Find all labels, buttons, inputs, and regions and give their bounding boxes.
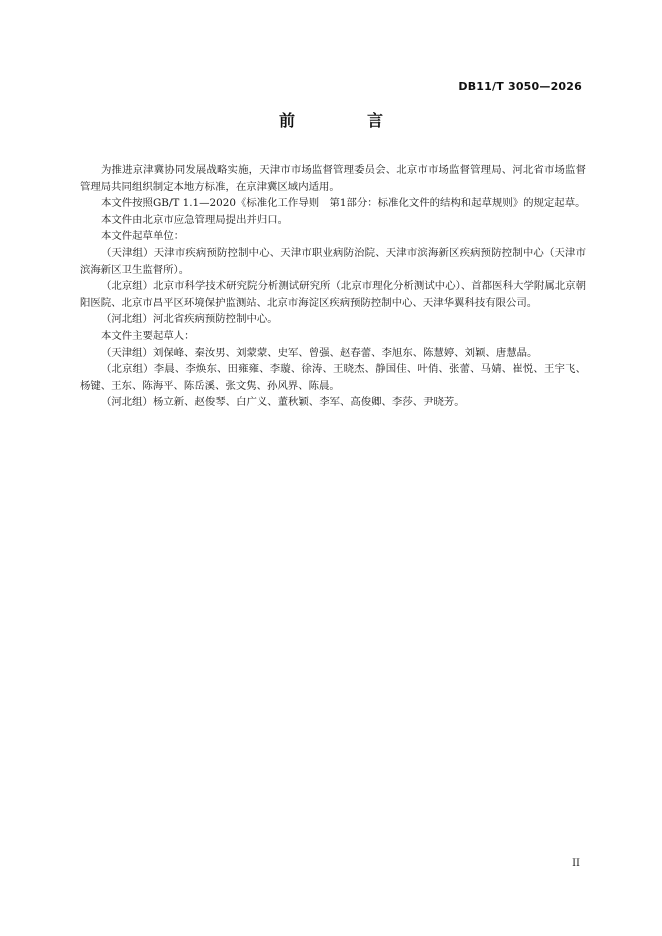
- paragraph-drafters-tianjin: （天津组）刘保峰、秦汝男、刘蒙蒙、史军、曾强、赵春蕾、李旭东、陈慧婷、刘颖、唐慧晶。: [101, 346, 538, 359]
- paragraph-purpose: 为推进京津冀协同发展战略实施，天津市市场监督管理委员会、北京市市场监督管理局、河北省市场监督管理局共同组织制定本地方标准，在京津冀区域内适用。: [80, 164, 586, 193]
- paragraph-drafters-heading: 本文件主要起草人：: [101, 329, 195, 342]
- paragraph-drafters-hebei: （河北组）杨立新、赵俊琴、白广义、董秋颖、李军、高俊卿、李莎、尹晓芳。: [101, 396, 465, 409]
- paragraph-proposer: 本文件由北京市应急管理局提出并归口。: [101, 213, 289, 226]
- paragraph-units-tianjin: （天津组）天津市疾病预防控制中心、天津市职业病防治院、天津市滨海新区疾病预防控制中心（天津市滨海新区卫生监督所）。: [80, 246, 586, 276]
- paragraph-units-beijing: （北京组）北京市科学技术研究院分析测试研究所（北京市理化分析测试中心）、首都医科大学附属北京朝阳医院、北京市昌平区环境保护监测站、北京市海淀区疾病预防控制中心、天津华翼科技有限公司。: [80, 280, 586, 309]
- paragraph-drafting-units-heading: 本文件起草单位：: [101, 230, 185, 243]
- paragraph-drafters-beijing: （北京组）李晨、李焕东、田雍雍、李璇、徐涛、王晓杰、静国佳、叶俏、张蕾、马婧、崔悦、王宇飞、杨键、王东、陈海平、陈岳溪、张文隽、孙风界、陈晨。: [80, 363, 586, 392]
- paragraph-units-hebei: （河北组）河北省疾病预防控制中心。: [101, 313, 278, 326]
- paragraph-drafting-rules: 本文件按照GB/T 1.1—2020《标准化工作导则 第1部分：标准化文件的结构和起草规则》的规定起草。: [101, 197, 586, 210]
- foreword-body: [80, 162, 586, 411]
- standard-code: DB11/T 3050—2026: [458, 80, 582, 93]
- page-title: 前 言: [278, 111, 411, 130]
- page-number: II: [572, 858, 580, 869]
